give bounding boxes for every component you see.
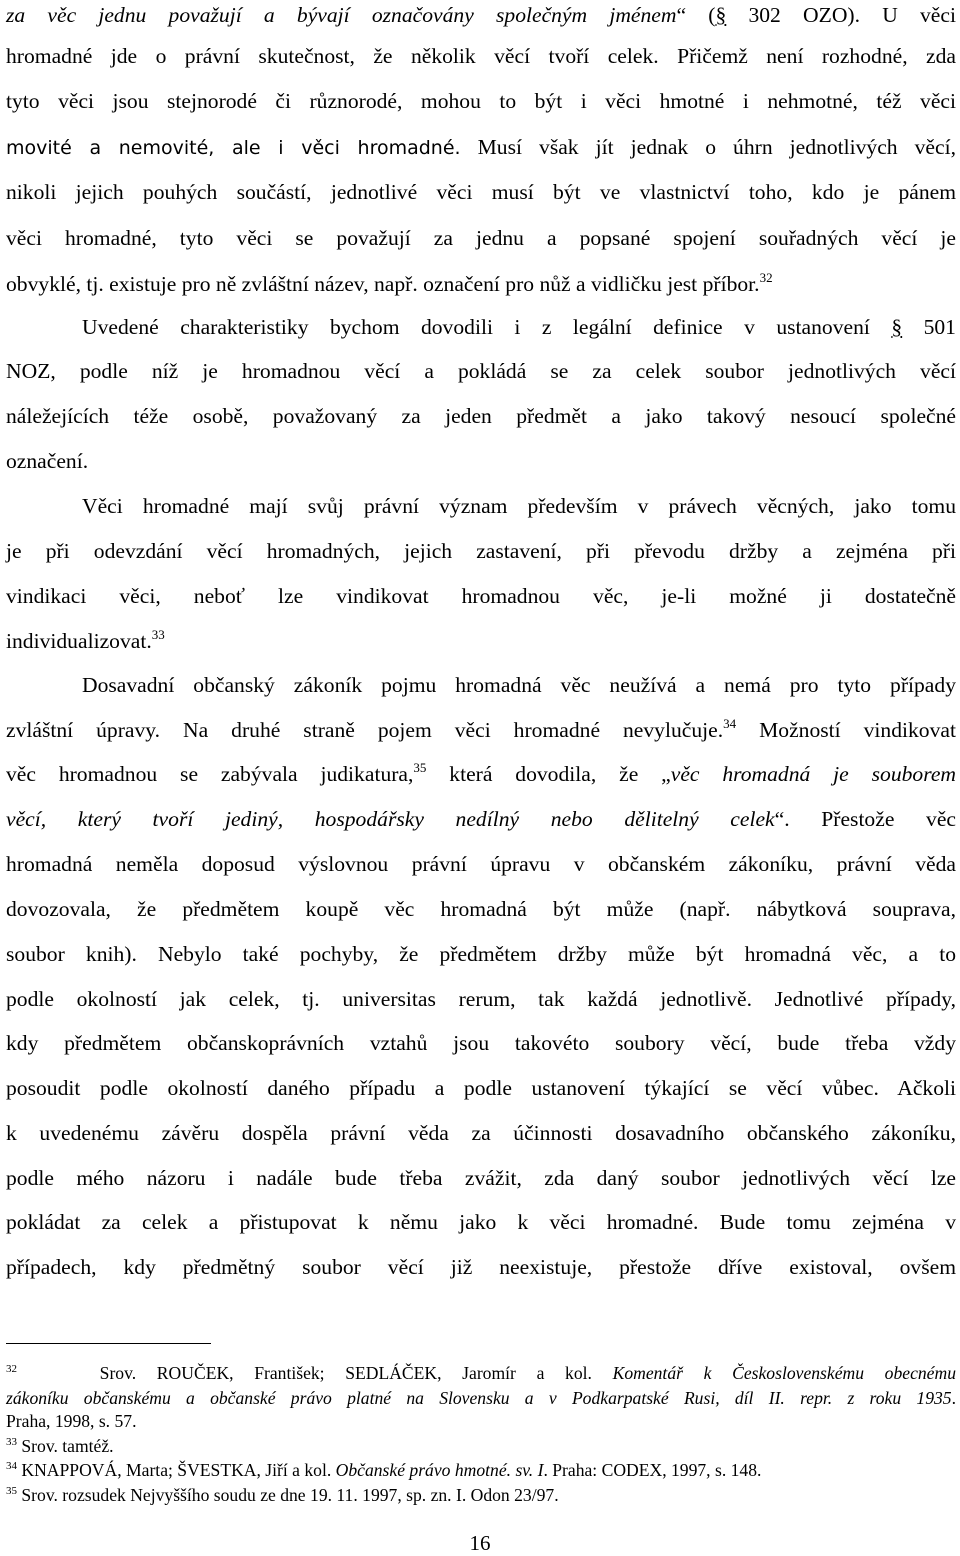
italic-text: za věc jednu považují a bývají označovány společným jménem (6, 3, 677, 27)
text-span: “ ( (676, 3, 716, 27)
text-span: Musí však jít jednak o úhrn jednotlivých věcí, (460, 135, 956, 159)
body-line (6, 41, 956, 71)
footnote-32-line-3 (6, 1410, 956, 1432)
body-line (6, 1163, 956, 1193)
body-line (6, 401, 956, 431)
paragraph-first-line (82, 312, 956, 342)
footnote-separator (6, 1343, 211, 1344)
text-span: Srov. rozsudek Nejvyššího soudu ze dne 19. 11. 1997, sp. zn. I. Odon 23/97. (17, 1485, 559, 1505)
text-span: je při odevzdání věcí hromadných, jejich zastavení, při převodu držby a zejména při (6, 539, 956, 563)
page-number: 16 (469, 1531, 491, 1555)
body-line (6, 1073, 956, 1103)
text-span: hromadné jde o právní skutečnost, že několik věcí tvoří celek. Přičemž není rozhodné, zda (6, 44, 956, 68)
body-line (6, 626, 956, 656)
body-line (6, 1207, 956, 1237)
text-span: podle okolností jak celek, tj. universitas rerum, tak každá jednotlivě. Jednotlivé případy, (6, 987, 956, 1011)
text-span: 501 (902, 315, 956, 339)
footnote-number: 33 (6, 1436, 17, 1448)
body-line (6, 132, 956, 162)
body-line (6, 939, 956, 969)
footnote-32 (6, 1362, 956, 1384)
text-span: zvláštní úpravy. Na druhé straně pojem věci hromadné nevylučuje. (6, 718, 724, 742)
text-span: 302 OZO). U věci (726, 3, 956, 27)
text-span: hromadná neměla doposud výslovnou právní úpravu v občanském zákoníku, právní věda (6, 852, 956, 876)
body-line (6, 804, 956, 834)
body-line (6, 356, 956, 386)
body-line (6, 1118, 956, 1148)
text-span: tyto věci jsou stejnorodé či různorodé, mohou to být i věci hmotné i nehmotné, též věci (6, 89, 956, 113)
paragraph-first-line (82, 491, 956, 521)
text-span: NOZ, podle níž je hromadnou věcí a pokládá se za celek soubor jednotlivých věcí (6, 359, 956, 383)
body-line (6, 894, 956, 924)
text-span: Uvedené charakteristiky bychom dovodili i z legální definice v ustanovení (82, 315, 870, 339)
text-span: vindikaci věci, neboť lze vindikovat hromadnou věc, je-li možné ji dostatečně (6, 584, 956, 608)
text-span: KNAPPOVÁ, Marta; ŠVESTKA, Jiří a kol. (17, 1460, 336, 1480)
text-span: pokládat za celek a přistupovat k němu jako k věci hromadné. Bude tomu zejména v (6, 1210, 956, 1234)
text-span: posoudit podle okolností daného případu a podle ustanovení týkající se věcí vůbec. Ačkoli (6, 1076, 956, 1100)
text-span: věci hromadné, tyto věci se považují za jednu a popsané spojení souřadných věcí je (6, 226, 956, 250)
footnote-33 (6, 1435, 956, 1457)
footnote-ref: 35 (413, 760, 427, 775)
footnote-ref: 32 (759, 270, 773, 285)
body-line (6, 1028, 956, 1058)
body-line (6, 1252, 956, 1282)
italic-text: zákoníku občanskému a občanské právo platné na Slovensku a v Podkarpatské Rusi, díl II. repr. z roku 1935 (6, 1388, 952, 1408)
footnote-ref: 34 (723, 716, 737, 731)
body-line (6, 984, 956, 1014)
text-span: obvyklé, tj. existuje pro ně zvláštní název, např. označení pro nůž a vidličku jest příbor. (6, 272, 760, 296)
text-span: “. Přestože věc (774, 807, 956, 831)
body-line (6, 536, 956, 566)
footnote-ref: 33 (151, 627, 165, 642)
paragraph-first-line (82, 670, 956, 700)
quoted-judgement: věc hromadná je souborem (670, 762, 956, 786)
quoted-judgement: věcí, který tvoří jediný, hospodářsky nedílný nebo dělitelný celek (6, 807, 775, 831)
body-line (6, 759, 956, 789)
text-span: individualizovat. (6, 629, 152, 653)
text-span: případech, kdy předmětný soubor věcí již neexistuje, přestože dříve existoval, ovšem (6, 1255, 956, 1279)
body-line (6, 581, 956, 611)
body-line (6, 446, 956, 476)
text-span: Srov. ROUČEK, František; SEDLÁČEK, Jaromír a kol. (99, 1363, 613, 1383)
footnote-number: 35 (6, 1485, 17, 1497)
italic-text: Občanské právo hmotné. sv. I (335, 1460, 544, 1480)
body-line (6, 86, 956, 116)
section-sign: § (891, 315, 903, 339)
body-line (6, 0, 956, 30)
footnote-number: 32 (6, 1363, 17, 1375)
text-span: kdy předmětem občanskoprávních vztahů jsou takovéto soubory věcí, bude třeba vždy (6, 1031, 956, 1055)
text-span: Možností vindikovat (736, 718, 956, 742)
footnote-34 (6, 1459, 956, 1481)
text-span: Dosavadní občanský zákoník pojmu hromadná věc neužívá a nemá pro tyto případy (82, 673, 956, 697)
text-span: označení. (6, 449, 89, 473)
text-span: dovozovala, že předmětem koupě věc hromadná být může (např. nábytková souprava, (6, 897, 956, 921)
text-span: soubor knih). Nebylo také pochyby, že předmětem držby může být hromadná věc, a to (6, 942, 956, 966)
footnote-35 (6, 1484, 956, 1506)
text-span: podle mého názoru i nadále bude třeba zvážit, zda daný soubor jednotlivých věcí lze (6, 1166, 956, 1190)
body-line (6, 177, 956, 207)
body-line (6, 715, 956, 745)
text-span: movité a nemovité, ale i věci hromadné. (6, 137, 461, 159)
text-span: Srov. tamtéž. (17, 1436, 114, 1456)
text-span: která dovodila, že „ (426, 762, 671, 786)
text-span: Praha, 1998, s. 57. (6, 1411, 137, 1431)
body-line (6, 223, 956, 253)
text-span: . Praha: CODEX, 1997, s. 148. (543, 1460, 762, 1480)
italic-text: Komentář k Československému obecnému (612, 1363, 956, 1383)
body-line (6, 269, 956, 299)
section-sign: § (715, 3, 727, 27)
text-span: . (951, 1388, 956, 1408)
text-span: nikoli jejich pouhých součástí, jednotlivé věci musí být ve vlastnictví toho, kdo je pánem (6, 180, 956, 204)
footnote-32-line-2 (6, 1387, 956, 1409)
text-span: náležejících téže osobě, považovaný za jeden předmět a jako takový nesoucí společné (6, 404, 956, 428)
body-line (6, 849, 956, 879)
text-span: k uvedenému závěru dospěla právní věda za účinnosti dosavadního občanského zákoníku, (6, 1121, 956, 1145)
footnote-number: 34 (6, 1460, 17, 1472)
text-span: Věci hromadné mají svůj právní význam především v právech věcných, jako tomu (82, 494, 956, 518)
text-span: věc hromadnou se zabývala judikatura, (6, 762, 414, 786)
